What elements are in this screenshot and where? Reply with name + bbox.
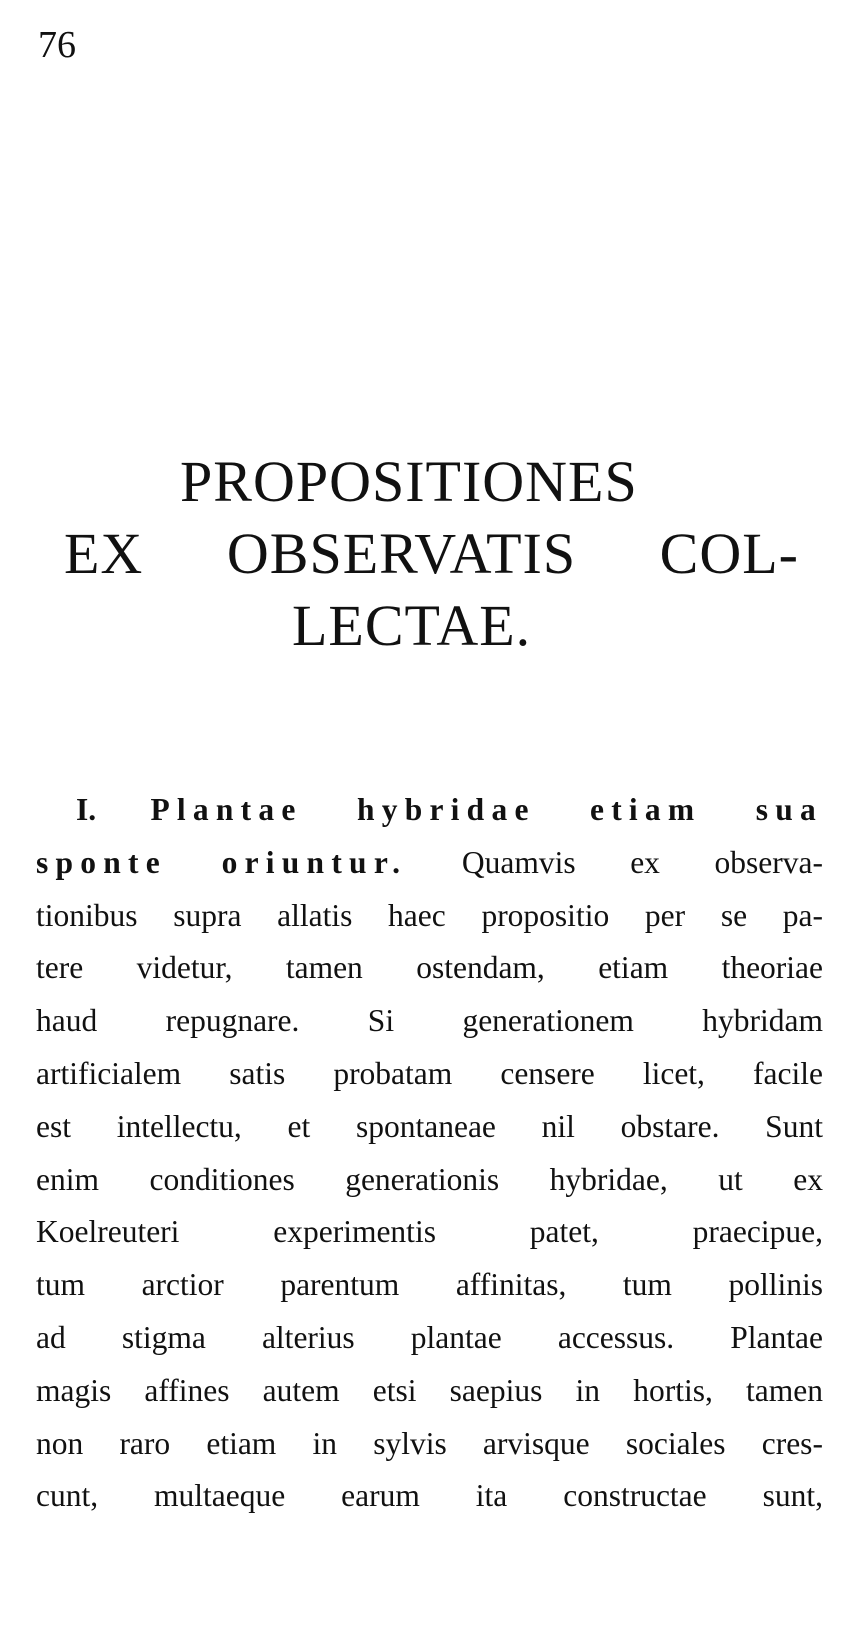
word: plantae xyxy=(410,1320,502,1355)
word: stigma xyxy=(121,1320,206,1355)
text-line xyxy=(36,1265,823,1305)
word: haec xyxy=(388,897,446,933)
text-line xyxy=(76,790,823,830)
word: constructae xyxy=(563,1478,707,1514)
word: hybridae xyxy=(356,792,536,827)
title-word: OBSERVATIS xyxy=(226,521,577,586)
word: spontaneae xyxy=(355,1108,496,1144)
text-line xyxy=(36,896,823,936)
title-line-1: PROPOSITIONES xyxy=(180,449,638,514)
word: cunt, xyxy=(36,1478,99,1514)
title-line-3: LECTAE. xyxy=(292,593,532,658)
word: artificialem xyxy=(36,1056,182,1091)
word: sylvis xyxy=(373,1425,447,1461)
word: tamen xyxy=(285,950,363,986)
word: arctior xyxy=(141,1267,224,1303)
word: hybridam xyxy=(702,1003,823,1039)
word: accessus. xyxy=(557,1320,675,1355)
word: sociales xyxy=(625,1425,726,1461)
word: etsi xyxy=(372,1372,417,1408)
word: etiam xyxy=(589,792,702,827)
text-line xyxy=(36,1318,823,1358)
word: hybridae, xyxy=(549,1161,668,1197)
word: censere xyxy=(500,1056,595,1091)
text-line xyxy=(36,1424,823,1464)
word: cres- xyxy=(761,1425,823,1461)
word: ita xyxy=(475,1478,508,1514)
word: sua xyxy=(755,792,823,827)
title-line-2 xyxy=(64,518,799,590)
word: facile xyxy=(753,1056,823,1091)
word: pollinis xyxy=(728,1267,823,1303)
text-line xyxy=(36,1371,823,1411)
word: etiam xyxy=(598,950,669,986)
word: obstare. xyxy=(620,1108,720,1144)
word: tum xyxy=(622,1267,672,1303)
word: satis xyxy=(229,1056,286,1091)
word: supra xyxy=(173,897,242,933)
text-line xyxy=(36,1160,823,1200)
word: earum xyxy=(341,1478,420,1514)
word: repugnare. xyxy=(165,1003,300,1039)
word: tamen xyxy=(745,1372,823,1408)
word: Koelreuteri xyxy=(36,1214,180,1250)
word: tum xyxy=(36,1267,86,1303)
text-line xyxy=(36,948,823,988)
word: I. xyxy=(76,792,97,827)
word: conditiones xyxy=(149,1161,295,1197)
word: enim xyxy=(36,1161,99,1197)
word: nil xyxy=(541,1108,575,1144)
word: affinitas, xyxy=(455,1267,567,1303)
word: sponte xyxy=(36,844,167,880)
word: per xyxy=(644,897,686,933)
text-line xyxy=(36,1001,823,1041)
text-line xyxy=(36,1212,823,1252)
word: in xyxy=(312,1425,338,1461)
word: Plantae xyxy=(150,792,303,827)
word: observa- xyxy=(714,844,823,880)
word: licet, xyxy=(642,1056,705,1091)
text-line xyxy=(36,843,823,883)
word: ad xyxy=(36,1320,66,1355)
text-line xyxy=(36,1107,823,1147)
word: non xyxy=(36,1425,84,1461)
word: oriuntur. xyxy=(221,844,408,880)
page-number: 76 xyxy=(38,24,76,66)
word: hortis, xyxy=(633,1372,713,1408)
word: tere xyxy=(36,950,84,986)
word: et xyxy=(287,1108,311,1144)
word: ut xyxy=(718,1161,743,1197)
word: probatam xyxy=(333,1056,453,1091)
word: Sunt xyxy=(765,1108,823,1144)
word: propositio xyxy=(481,897,610,933)
word: tionibus xyxy=(36,897,138,933)
word: multaeque xyxy=(154,1478,286,1514)
word: patet, xyxy=(529,1214,599,1250)
word: alterius xyxy=(261,1320,355,1355)
word: videtur, xyxy=(136,950,233,986)
word: Si xyxy=(367,1003,395,1039)
word: saepius xyxy=(449,1372,543,1408)
word: praecipue, xyxy=(692,1214,823,1250)
word: est xyxy=(36,1108,71,1144)
word: haud xyxy=(36,1003,98,1039)
word: raro xyxy=(119,1425,171,1461)
word: se xyxy=(720,897,748,933)
word: magis xyxy=(36,1372,112,1408)
word: Plantae xyxy=(730,1320,823,1355)
word: Quamvis xyxy=(461,844,576,880)
word: sunt, xyxy=(762,1478,823,1514)
word: arvisque xyxy=(482,1425,590,1461)
word: allatis xyxy=(277,897,353,933)
word: etiam xyxy=(206,1425,277,1461)
word: parentum xyxy=(280,1267,400,1303)
title-word: COL- xyxy=(659,521,799,586)
word: ostendam, xyxy=(416,950,545,986)
word: generationis xyxy=(345,1161,500,1197)
title-word: EX xyxy=(64,521,144,586)
word: autem xyxy=(262,1372,340,1408)
word: theoriae xyxy=(721,950,823,986)
word: in xyxy=(575,1372,601,1408)
word: pa- xyxy=(782,897,823,933)
text-line xyxy=(36,1054,823,1094)
word: ex xyxy=(630,844,660,880)
word: intellectu, xyxy=(116,1108,242,1144)
word: experimentis xyxy=(273,1214,436,1250)
text-line xyxy=(36,1476,823,1516)
word: affines xyxy=(144,1372,230,1408)
word: generationem xyxy=(462,1003,634,1039)
word: ex xyxy=(793,1161,823,1197)
